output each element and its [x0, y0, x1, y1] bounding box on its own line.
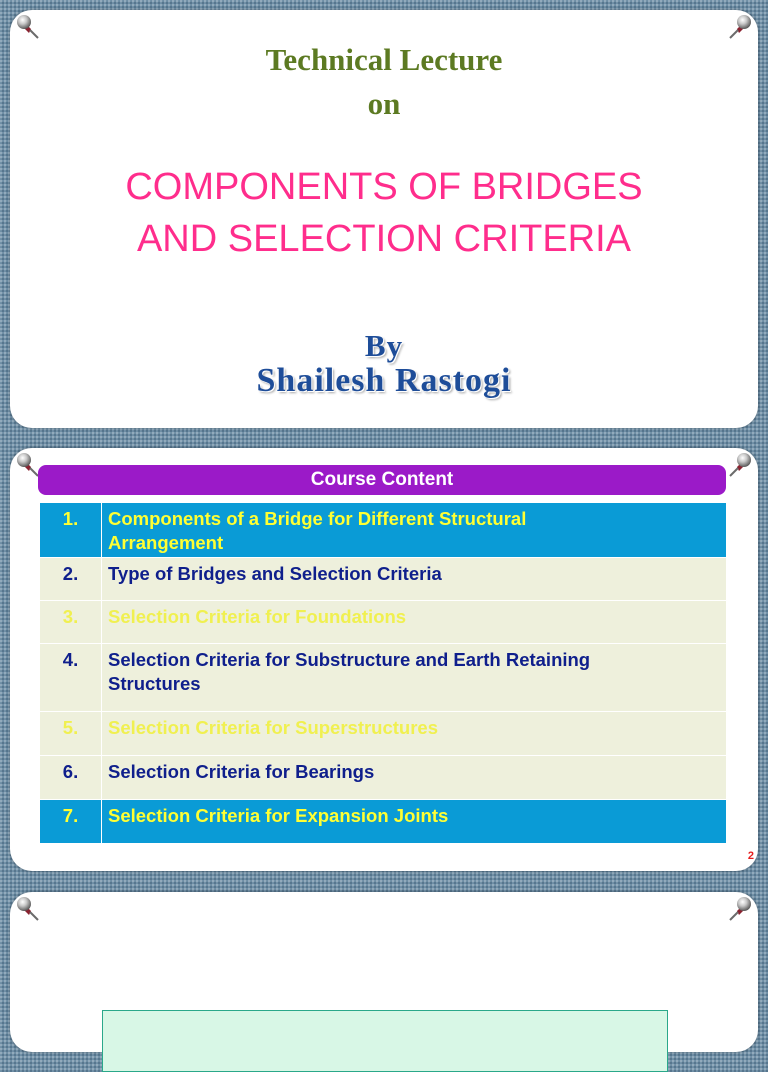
item-text: Selection Criteria for Superstructures — [108, 717, 439, 738]
item-number: 2. — [62, 563, 79, 584]
item-text: Type of Bridges and Selection Criteria — [108, 563, 442, 584]
table-row — [40, 712, 727, 756]
table-row — [40, 503, 727, 558]
lecture-on-label: on — [367, 86, 401, 121]
next-slide — [10, 892, 758, 1052]
pushpin-icon — [16, 896, 42, 922]
item-text: Selection Criteria for Bearings — [108, 761, 375, 782]
lecture-title: Technical Lecture — [265, 42, 503, 77]
item-number: 4. — [62, 649, 79, 670]
pushpin-icon — [726, 452, 752, 478]
item-text: Selection Criteria for Foundations — [108, 606, 407, 627]
content-box — [102, 1010, 668, 1072]
item-number: 3. — [62, 606, 79, 627]
item-text: Selection Criteria for Substructure and Earth Retaining — [108, 649, 591, 670]
pushpin-icon — [726, 896, 752, 922]
table-row — [40, 601, 727, 644]
item-text: Components of a Bridge for Different Structural — [108, 508, 527, 529]
item-number: 6. — [62, 761, 79, 782]
table-row — [40, 644, 727, 712]
item-text: Selection Criteria for Expansion Joints — [108, 805, 449, 826]
table-row — [40, 558, 727, 601]
author-name: Shailesh Rastogi — [256, 362, 512, 399]
item-number: 5. — [62, 717, 79, 738]
by-label: By — [364, 328, 404, 363]
item-number: 1. — [62, 508, 79, 529]
item-text-continued: Arrangement — [108, 532, 224, 553]
course-content-table — [39, 502, 727, 844]
main-title-line-2: AND SELECTION CRITERIA — [136, 218, 632, 260]
table-row — [40, 800, 727, 844]
main-title-line-1: COMPONENTS OF BRIDGES — [125, 166, 643, 208]
pushpin-icon — [16, 14, 42, 40]
item-number: 7. — [62, 805, 79, 826]
item-text-continued: Structures — [108, 673, 201, 694]
course-content-header: Course Content — [38, 465, 726, 495]
title-slide — [10, 10, 758, 428]
slide-number: 2 — [747, 850, 754, 862]
pushpin-icon — [726, 14, 752, 40]
table-row — [40, 756, 727, 800]
course-content-slide — [10, 448, 758, 871]
